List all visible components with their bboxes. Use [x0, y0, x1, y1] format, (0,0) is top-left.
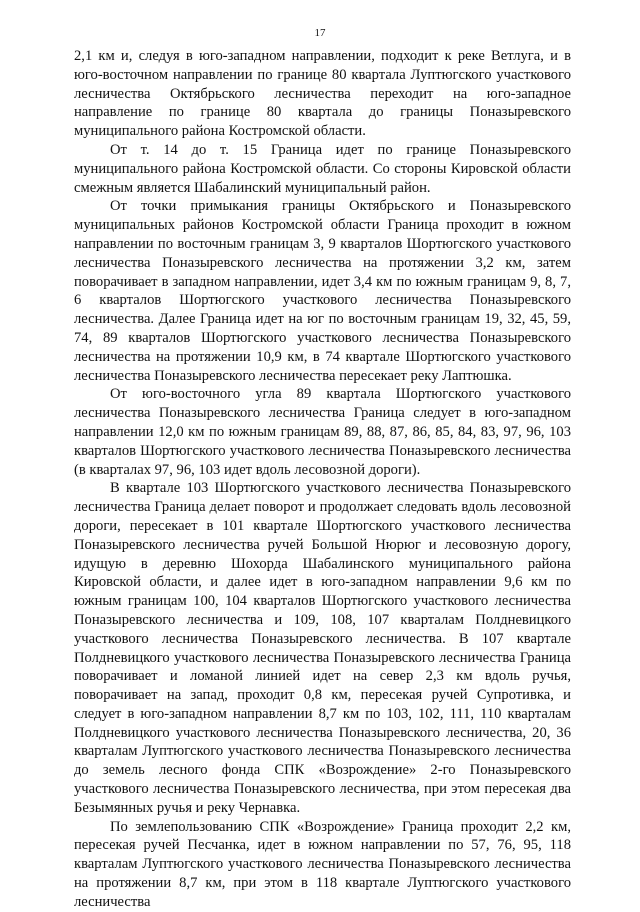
paragraph: От т. 14 до т. 15 Граница идет по границе Поназыревского муниципального района Костромской области. Со стороны Кировской области смежным является Шабалинский муниципальный район.: [74, 141, 571, 196]
paragraph: По землепользованию СПК «Возрождение» Граница проходит 2,2 км, пересекая ручей Песчанка, идет в южном направлении по 57, 76, 95, 118 кварталам Луптюгского участкового лесничества Поназыревского лесничества на протяжении 8,7 км, при этом в 118 квартале Луптюгского участкового лесничества: [74, 818, 571, 910]
paragraph: От юго-восточного угла 89 квартала Шортюгского участкового лесничества Поназыревского лесничества Граница следует в юго-западном направлении 12,0 км по южным границам 89, 88, 87, 86, 85, 84, 83, 97, 96, 103 кварталов Шортюгского участкового лесничества Поназыревского лесничества (в кварталах 97, 96, 103 идет вдоль лесовозной дороги).: [74, 386, 571, 478]
paragraph: В квартале 103 Шортюгского участкового лесничества Поназыревского лесничества Граница делает поворот и продолжает следовать вдоль лесовозной дороги, пересекает в 101 квартале Шортюгского участкового лесничества Поназыревского лесничества ручей Большой Нюрюг и лесовозную дорогу, идущую в деревню Шохорда Шабалинского муниципального района Кировской области, и далее идет в юго-западном направлении 9,6 км по южным границам 100, 104 кварталов Шортюгского участкового лесничества Поназыревского лесничества и 109, 108, 107 кварталам Полдневицкого участкового лесничества Поназыревского лесничества. В 107 квартале Полдневицкого участкового лесничества Поназыревского лесничества Граница поворачивает и ломаной линией идет на север 2,3 км вдоль ручья, поворачивает на запад, проходит 0,8 км, пересекая ручей Супротивка, и следует в юго-западном направлении 8,7 км по 103, 102, 111, 110 кварталам Полдневицкого участкового лесничества Поназыревского лесничества, 20, 36 кварталам Луптюгского участкового лесничества Поназыревского лесничества до земель лесного фонда СПК «Возрождение» 2-го Поназыревского участкового лесничества Поназыревского лесничества, при этом пересекая два Безымянных ручья и реку Чернавка.: [74, 480, 571, 816]
paragraph-continuation: 2,1 км и, следуя в юго-западном направлении, подходит к реке Ветлуга, и в юго-восточном направлении по границе 80 квартала Луптюгского участкового лесничества Октябрьского лесничества переходит на юго-западное направление по границе 80 квартала до границы Поназыревского муниципального района Костромской области.: [74, 48, 571, 140]
body-text: [74, 47, 571, 912]
page-number: 17: [314, 27, 326, 39]
paragraph: От точки примыкания границы Октябрьского и Поназыревского муниципальных районов Костромской области Граница проходит в южном направлении по восточным границам 3, 9 кварталов Шортюгского участкового лесничества Поназыревского лесничества на протяжении 3,2 км, затем поворачивает в западном направлении, идет 3,4 км по южным границам 9, 8, 7, 6 кварталов Шортюгского участкового лесничества Поназыревского лесничества. Далее Граница идет на юг по восточным границам 19, 32, 45, 59, 74, 89 кварталов Шортюгского участкового лесничества Поназыревского лесничества на протяжении 10,9 км, в 74 квартале Шортюгского участкового лесничества Поназыревского лесничества пересекает реку Лаптюшка.: [74, 198, 571, 384]
